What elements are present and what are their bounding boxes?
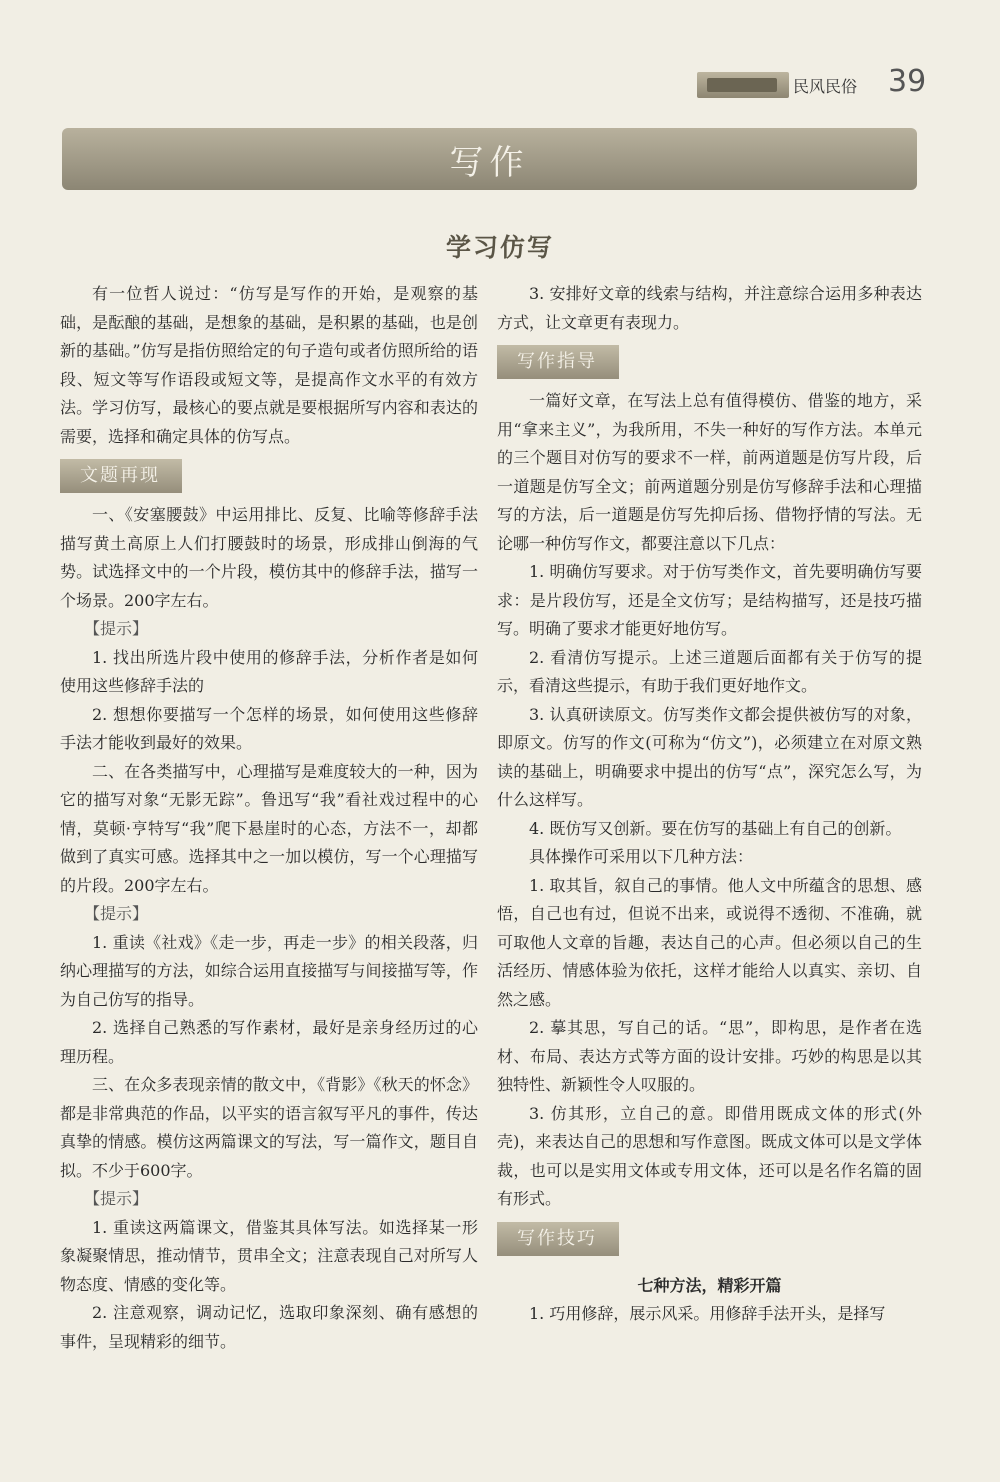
hint-label-3: 【提示】 [84, 1189, 149, 1208]
right-column [497, 280, 922, 1329]
article-title: 学习仿写 [445, 233, 554, 262]
method-1: 1. 取其旨，叙自己的事情。他人文中所蕴含的思想、感悟，自己也有过，但说不出来，或说得不透彻、不准确，就可取他人文章的旨趣，表达自己的心声。但必须以自己的生活经历、情感体验为依托，这样才能给人以真实、亲切、自然之感。 [497, 875, 922, 1009]
hint-1-1: 1. 找出所选片段中使用的修辞手法，分析作者是如何使用这些修辞手法的 [60, 647, 478, 695]
hint-1-3: 3. 安排好文章的线索与结构，并注意综合运用多种表达方式，让文章更有表现力。 [497, 284, 922, 332]
intro-paragraph: 有一位哲人说过：“仿写是写作的开始，是观察的基础，是酝酿的基础，是想象的基础，是积累的基础，也是创新的基础。”仿写是指仿照给定的句子造句或者仿照所给的语段、短文等写作语段或短文等，是提高作文水平的有效方法。学习仿写，最核心的要点就是要根据所写内容和表达的需要，选择和确定具体的仿写点。 [60, 284, 478, 446]
title-banner [62, 128, 917, 190]
guidance-intro: 一篇好文章，在写法上总有值得模仿、借鉴的地方，采用“拿来主义”，为我所用，不失一种好的写作方法。本单元的三个题目对仿写的要求不一样，前两道题是仿写片段，后一道题是仿写全文；前两道题分别是仿写修辞手法和心理描写的方法，后一道题是仿写先抑后扬、借物抒情的写法。无论哪一种仿写作文，都要注意以下几点： [497, 391, 922, 553]
guidance-3: 3. 认真研读原文。仿写类作文都会提供被仿写的对象，即原文。仿写的作文(可称为“仿文”)，必须建立在对原文熟读的基础上，明确要求中提出的仿写“点”，深究怎么写，为什么这样写。 [497, 704, 922, 809]
hint-2-1: 1. 重读《社戏》《走一步，再走一步》的相关段落，归纳心理描写的方法，如综合运用直接描写与间接描写等，作为自己仿写的指导。 [60, 932, 478, 1009]
section-heading-techniques: 写作技巧 [497, 1222, 619, 1256]
section-heading-guidance: 写作指导 [497, 345, 619, 379]
hint-label-2: 【提示】 [84, 904, 149, 923]
methods-intro: 具体操作可采用以下几种方法： [529, 847, 754, 866]
section-tab-marker [697, 72, 789, 98]
hint-3-2: 2. 注意观察，调动记忆，选取印象深刻、确有感想的事件，呈现精彩的细节。 [60, 1303, 478, 1351]
page-number: 39 [888, 64, 927, 99]
method-2: 2. 摹其思，写自己的话。“思”，即构思，是作者在选材、布局、表达方式等方面的设计安排。巧妙的构思是以其独特性、新颖性令人叹服的。 [497, 1018, 922, 1094]
question-2: 二、在各类描写中，心理描写是难度较大的一种，因为它的描写对象“无影无踪”。鲁迅写“我”看社戏过程中的心情，莫顿·亨特写“我”爬下悬崖时的心态，方法不一，却都做到了真实可感。选择其中之一加以模仿，写一个心理描写的片段。200字左右。 [60, 761, 478, 895]
hint-2-2: 2. 选择自己熟悉的写作素材，最好是亲身经历过的心理历程。 [60, 1018, 478, 1066]
banner-title: 写作 [449, 142, 530, 183]
section-label: 民风民俗 [793, 77, 858, 96]
technique-1: 1. 巧用修辞，展示风采。用修辞手法开头，是择写 [529, 1304, 886, 1323]
question-3: 三、在众多表现亲情的散文中，《背影》《秋天的怀念》都是非常典范的作品，以平实的语言叙写平凡的事件，传达真挚的情感。模仿这两篇课文的写法，写一篇作文，题目自拟。不少于600字。 [60, 1075, 478, 1180]
section-heading-topics: 文题再现 [60, 459, 182, 493]
hint-label-1: 【提示】 [84, 619, 149, 638]
left-column [60, 280, 478, 1356]
guidance-1: 1. 明确仿写要求。对于仿写类作文，首先要明确仿写要求：是片段仿写，还是全文仿写；是结构描写，还是技巧描写。明确了要求才能更好地仿写。 [497, 562, 922, 638]
guidance-2: 2. 看清仿写提示。上述三道题后面都有关于仿写的提示，看清这些提示，有助于我们更好地作文。 [497, 647, 922, 695]
question-1: 一、《安塞腰鼓》中运用排比、反复、比喻等修辞手法描写黄土高原上人们打腰鼓时的场景，形成排山倒海的气势。试选择文中的一个片段，模仿其中的修辞手法，描写一个场景。200字左右。 [60, 505, 478, 610]
method-3: 3. 仿其形，立自己的意。即借用既成文体的形式(外壳)，来表达自己的思想和写作意图。既成文体可以是文学体裁，也可以是实用文体或专用文体，还可以是名作名篇的固有形式。 [497, 1103, 922, 1208]
hint-1-2: 2. 想想你要描写一个怎样的场景，如何使用这些修辞手法才能收到最好的效果。 [60, 704, 478, 752]
guidance-4: 4. 既仿写又创新。要在仿写的基础上有自己的创新。 [529, 818, 902, 838]
techniques-title: 七种方法，精彩开篇 [637, 1275, 782, 1295]
hint-3-1: 1. 重读这两篇课文，借鉴其具体写法。如选择某一形象凝聚情思，推动情节，贯串全文；注意表现自己对所写人物态度、情感的变化等。 [60, 1217, 478, 1294]
